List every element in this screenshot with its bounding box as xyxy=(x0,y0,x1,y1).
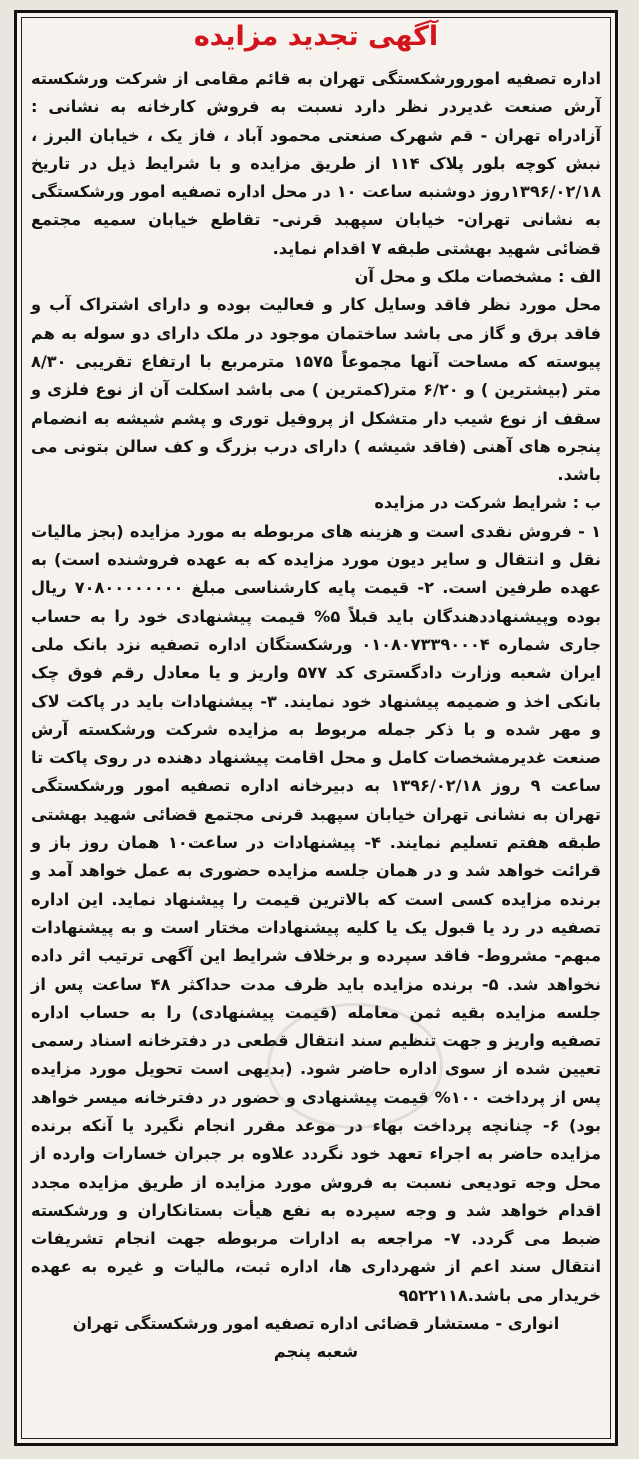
section-b-title: ب : شرایط شرکت در مزایده xyxy=(374,493,601,513)
section-a-title: الف : مشخصات ملک و محل آن xyxy=(354,267,601,287)
notice-body xyxy=(31,65,601,1431)
auction-notice-clipping xyxy=(14,10,618,1446)
signature-line: انواری - مستشار قضائی اداره تصفیه امور ورشکستگی تهران xyxy=(72,1314,560,1334)
section-a-text: محل مورد نظر فاقد وسایل کار و فعالیت بوده و دارای اشتراک آب و فاقد برق و گاز می باشد ساختمان موجود در ملک دارای دو سوله به هم پیوسته که مساحت آنها مجموعاً ۱۵۷۵ مترمربع با ارتفاع تقریبی ۸/۳۰ متر (بیشترین ) و ۶/۲۰ متر(کمترین ) می باشد اسکلت آن از نوع فلزی و سقف از نوع شیب دار متشکل از پروفیل توری و پشم شیشه به انضمام پنجره های آهنی (فاقد شیشه ) دارای درب بزرگ و کف سالن بتونی می باشد. xyxy=(31,295,601,485)
section-b-text: ۱ - فروش نقدی است و هزینه های مربوطه به مورد مزایده (بجز مالیات نقل و انتقال و سایر دیون مورد مزایده که به عهده فروشنده است) به عهده طرفین است. ۲- قیمت پایه کارشناسی مبلغ ۷۰۸۰۰۰۰۰۰۰۰ ریال بوده وپیشنهاددهندگان باید قبلاً ۵% قیمت پیشنهادی خود را به حساب جاری شماره ۰۱۰۸۰۷۳۳۹۰۰۰۴ ورشکستگان اداره تصفیه نزد بانک ملی ایران شعبه وزارت دادگستری کد ۵۷۷ واریز و یا معادل رقم فوق چک بانکی اخذ و ضمیمه پیشنهاد خود نمایند. ۳- پیشنهادات باید در پاکت لاک و مهر شده و با ذکر جمله مربوط به مزایده شرکت ورشکسته آرش صنعت غدیرمشخصات کامل و محل اقامت پیشنهاد دهنده در روی پاکت تا ساعت ۹ روز ۱۳۹۶/۰۲/۱۸ به دبیرخانه اداره تصفیه امور ورشکستگی تهران به نشانی تهران خیابان سپهبد قرنی مجتمع قضائی شهید بهشتی طبقه هفتم تسلیم نمایند. ۴- پیشنهادات در ساعت۱۰ همان روز باز و قرائت خواهد شد و در همان جلسه مزایده حضوری به عمل خواهد آمد و برنده مزایده کسی است که بالاترین قیمت را پیشنهاد نماید. این اداره تصفیه در رد یا قبول یک یا کلیه پیشنهادات مختار است و به پیشنهادات مبهم- مشروط- فاقد سپرده و برخلاف شرایط این آگهی ترتیب اثر داده نخواهد شد. ۵- برنده مزایده باید ظرف مدت حداکثر ۴۸ ساعت پس از جلسه مزایده بقیه ثمن معامله (قیمت پیشنهادی) را به حساب اداره تصفیه واریز و جهت تنظیم سند انتقال قطعی در دفترخانه اسناد رسمی تعیین شده از سوی اداره حاضر شود. (بدیهی است تحویل مورد مزایده پس از پرداخت ۱۰۰% قیمت پیشنهادی و حضور در دفترخانه میسر خواهد بود) ۶- چنانچه پرداخت بهاء در موعد مقرر انجام نگیرد یا آنکه برنده مزایده حاضر به اجراء تعهد خود نگردد علاوه بر جبران خسارات وارده از محل وجه تودیعی نسبت به فروش مورد مزایده از طریق مزایده مجدد اقدام خواهد شد و وجه سپرده به نفع هیأت بستانکاران و ورشکسته ضبط می گردد. ۷- مراجعه به ادارات مربوطه جهت انجام تشریفات انتقال سند اعم از شهرداری ها، اداره ثبت، مالیات و غیره به عهده خریدار می باشد.۹۵۲۲۱۱۸ xyxy=(31,521,602,1305)
branch-line: شعبه پنجم xyxy=(273,1342,359,1362)
notice-headline: آگهی تجدید مزایده xyxy=(193,21,439,52)
intro-paragraph: اداره تصفیه امورورشکستگی تهران به قائم مقامی از شرکت ورشکسته آرش صنعت غدیردر نظر دارد نسبت به فروش کارخانه به نشانی : آزادراه تهران - قم شهرک صنعتی محمود آباد ، فاز یک ، خیابان البرز ، نبش کوچه بلور پلاک ۱۱۴ از طریق مزایده و با شرایط ذیل در تاریخ ۱۳۹۶/۰۲/۱۸روز دوشنبه ساعت ۱۰ در محل اداره تصفیه امور ورشکستگی به نشانی تهران- خیابان سپهبد قرنی- تقاطع خیابان سمیه مجتمع قضائی شهید بهشتی طبقه ۷ اقدام نماید. xyxy=(31,69,602,258)
